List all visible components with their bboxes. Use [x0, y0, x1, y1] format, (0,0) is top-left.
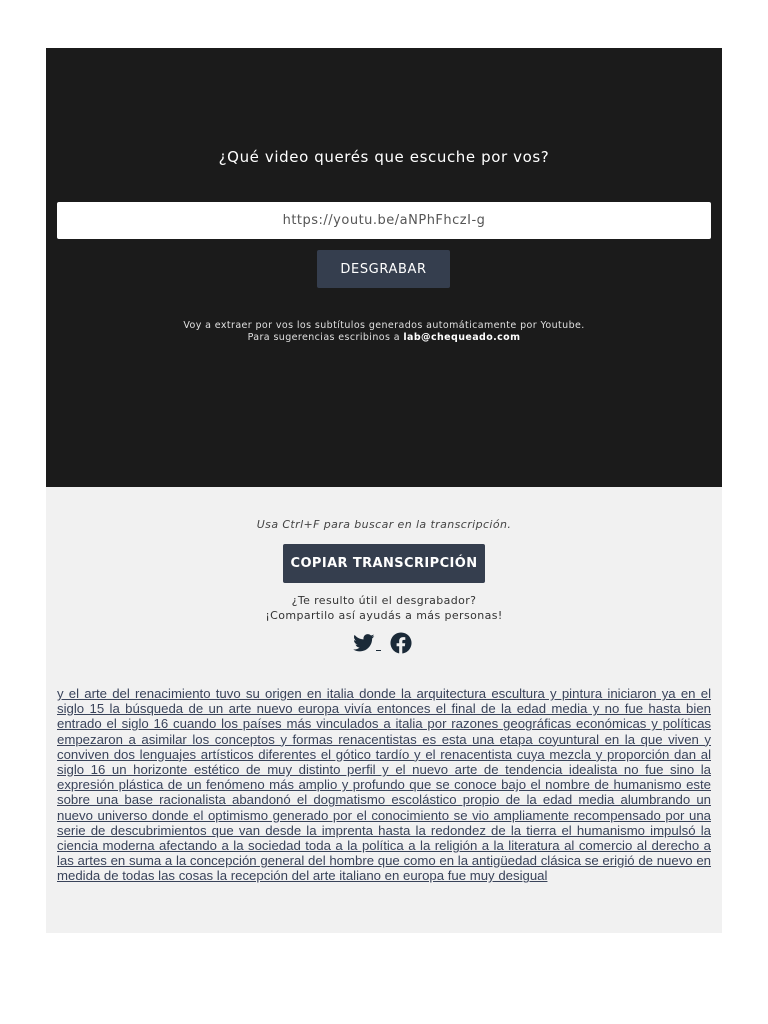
twitter-icon[interactable]: [353, 634, 375, 652]
link-underline: [376, 650, 381, 651]
desgrabar-button[interactable]: DESGRABAR: [317, 250, 450, 288]
info-note-line1: Voy a extraer por vos los subtítulos generados automáticamente por Youtube.: [183, 320, 585, 331]
share-prompt-line2: ¡Compartilo así ayudás a más personas!: [265, 609, 503, 622]
info-note: [46, 320, 722, 344]
share-prompt-line1: ¿Te resulto útil el desgrabador?: [291, 594, 477, 607]
page-title: ¿Qué video querés que escuche por vos?: [218, 148, 550, 166]
contact-email-link[interactable]: lab@chequeado.com: [403, 332, 521, 343]
video-url-input[interactable]: [57, 202, 711, 239]
transcript-section: [46, 487, 722, 933]
social-share: [353, 632, 423, 656]
transcript-text[interactable]: y el arte del renacimiento tuvo su origen en italia donde la arquitectura escultura y pintura iniciaron ya en el siglo 15 la búsqueda de un arte nuevo europa vivía entonces el final de la edad media y no fue hasta bien entrado el siglo 16 cuando los países más vinculados a italia por razones geográficas económicas y políticas empezaron a asimilar los conceptos y formas renacentistas es esta una etapa coyuntural en la que viven y conviven dos lenguajes artísticos diferentes el gótico tardío y el renacentista cuya mezcla y proporción dan al siglo 16 un horizonte estético de muy distinto perfil y el nuevo arte de tendencia idealista no fue sino la expresión plástica de un fenómeno más amplio y profundo que se conoce bajo el nombre de humanismo este sobre una base racionalista abandonó el dogmatismo escolástico propio de la edad media alumbrando un nuevo universo donde el optimismo generado por el conocimiento se vio ampliamente recompensado por una serie de descubrimientos que van desde la imprenta hasta la redondez de la tierra el humanismo impulsó la ciencia moderna afectando a la sociedad toda a la política a la religión a la literatura al comercio al derecho a las artes en suma a la concepción general del hombre que como en la antigüedad clásica se erigió de nuevo en medida de todas las cosas la recepción del arte italiano en europa fue muy desigual: [57, 686, 711, 884]
search-hint: Usa Ctrl+F para buscar en la transcripción.: [256, 518, 512, 531]
input-section: [46, 48, 722, 487]
share-prompt: [46, 593, 722, 623]
info-note-prefix: Para sugerencias escribinos a: [247, 332, 404, 343]
copy-transcript-button[interactable]: COPIAR TRANSCRIPCIÓN: [283, 544, 485, 583]
facebook-icon[interactable]: [390, 632, 412, 654]
info-note-line2: [46, 332, 722, 344]
